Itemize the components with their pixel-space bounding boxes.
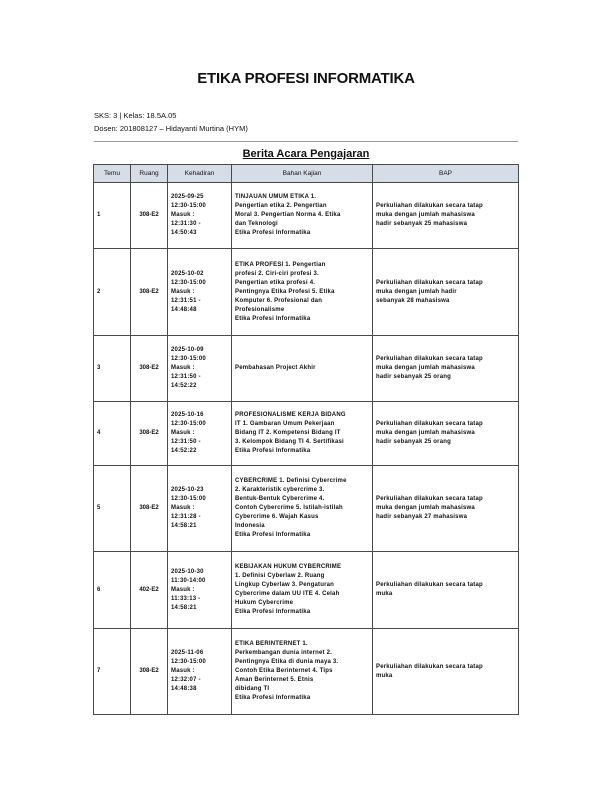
cell-ruang: 308-E2 (131, 249, 168, 336)
cell-kehadiran: 2025-09-25 12:30-15:00 Masuk : 12:31:30 - 14:50:43 (168, 183, 232, 249)
page-title: ETIKA PROFESI INFORMATIKA (197, 70, 415, 87)
lecturer-info: Dosen: 201808127 – Hidayanti Murtina (HYM) (94, 124, 248, 133)
cell-kehadiran: 2025-10-23 12:30-15:00 Masuk : 12:31:28 - 14:58:21 (168, 466, 232, 552)
cell-temu: 6 (94, 552, 131, 629)
cell-ruang: 308-E2 (131, 183, 168, 249)
cell-ruang: 308-E2 (131, 402, 168, 466)
table-row (94, 402, 519, 466)
table-row (94, 629, 519, 715)
cell-ruang: 308-E2 (131, 466, 168, 552)
cell-temu: 5 (94, 466, 131, 552)
cell-bahan-kajian: Pembahasan Project Akhir (232, 336, 373, 402)
cell-bahan-kajian: CYBERCRIME 1. Definisi Cybercrime 2. Karakteristik cybercrime 3. Bentuk-Bentuk Cybercrime 4. Contoh Cybercrime 5. Istilah-istilah Cybercrime 6. Wajah Kasus Indonesia Etika Profesi Informatika (232, 466, 373, 552)
cell-ruang: 308-E2 (131, 629, 168, 715)
col-header-bap: BAP (373, 165, 519, 183)
cell-bap: Perkuliahan dilakukan secara tatap muka dengan jumlah mahasiswa hadir sebanyak 27 mahasiswa (373, 466, 519, 552)
cell-temu: 4 (94, 402, 131, 466)
cell-temu: 2 (94, 249, 131, 336)
cell-kehadiran: 2025-10-30 11:30-14:00 Masuk : 11:33:13 - 14:58:21 (168, 552, 232, 629)
table-header-row (94, 165, 519, 183)
course-info: SKS: 3 | Kelas: 18.5A.05 (94, 111, 177, 120)
cell-ruang: 308-E2 (131, 336, 168, 402)
cell-temu: 3 (94, 336, 131, 402)
col-header-temu: Temu (94, 165, 131, 183)
cell-temu: 1 (94, 183, 131, 249)
col-header-kehadiran: Kehadiran (168, 165, 232, 183)
divider (94, 141, 518, 142)
col-header-bahan-kajian: Bahan Kajian (232, 165, 373, 183)
table-row (94, 466, 519, 552)
table-row (94, 249, 519, 336)
col-header-ruang: Ruang (131, 165, 168, 183)
cell-bahan-kajian: ETIKA PROFESI 1. Pengertian profesi 2. Ciri-ciri profesi 3. Pengertian etika profesi 4. Pentingnya Etika Profesi 5. Etika Komputer 6. Profesional dan Profesionalisme Etika Profesi Informatika (232, 249, 373, 336)
cell-bahan-kajian: TINJAUAN UMUM ETIKA 1. Pengertian etika 2. Pengertian Moral 3. Pengertian Norma 4. Etika dan Teknologi Etika Profesi Informatika (232, 183, 373, 249)
cell-kehadiran: 2025-10-02 12:30-15:00 Masuk : 12:31:51 - 14:48:48 (168, 249, 232, 336)
cell-bap: Perkuliahan dilakukan secara tatap muka dengan jumlah mahasiswa hadir sebanyak 25 mahasiswa (373, 183, 519, 249)
cell-bap: Perkuliahan dilakukan secara tatap muka dengan jumlah mahasiswa hadir sebanyak 25 orang (373, 402, 519, 466)
cell-bap: Perkuliahan dilakukan secara tatap muka (373, 629, 519, 715)
cell-kehadiran: 2025-10-09 12:30-15:00 Masuk : 12:31:50 - 14:52:22 (168, 336, 232, 402)
cell-ruang: 402-E2 (131, 552, 168, 629)
cell-bahan-kajian: KEBIJAKAN HUKUM CYBERCRIME 1. Definisi Cyberlaw 2. Ruang Lingkup Cyberlaw 3. Pengaturan Cybercrime dalam UU ITE 4. Celah Hukum Cybercrime Etika Profesi Informatika (232, 552, 373, 629)
cell-bap: Perkuliahan dilakukan secara tatap muka (373, 552, 519, 629)
cell-kehadiran: 2025-10-16 12:30-15:00 Masuk : 12:31:50 - 14:52:22 (168, 402, 232, 466)
attendance-table (93, 164, 519, 715)
cell-temu: 7 (94, 629, 131, 715)
cell-bap: Perkuliahan dilakukan secara tatap muka dengan jumlah hadir sebanyak 28 mahasiswa (373, 249, 519, 336)
cell-bahan-kajian: PROFESIONALISME KERJA BIDANG IT 1. Gambaran Umum Pekerjaan Bidang IT 2. Kompetensi Bidang IT 3. Kelompok Bidang TI 4. Sertifikasi Etika Profesi Informatika (232, 402, 373, 466)
cell-bahan-kajian: ETIKA BERINTERNET 1. Perkembangan dunia internet 2. Pentingnya Etika di dunia maya 3. Contoh Etika Berinternet 4. Tips Aman Berinternet 5. Etnis dibidang TI Etika Profesi Informatika (232, 629, 373, 715)
table-row (94, 336, 519, 402)
table-row (94, 183, 519, 249)
cell-kehadiran: 2025-11-06 12:30-15:00 Masuk : 12:32:07 - 14:48:38 (168, 629, 232, 715)
table-title: Berita Acara Pengajaran (242, 148, 370, 160)
table-row (94, 552, 519, 629)
cell-bap: Perkuliahan dilakukan secara tatap muka dengan jumlah mahasiswa hadir sebanyak 25 orang (373, 336, 519, 402)
